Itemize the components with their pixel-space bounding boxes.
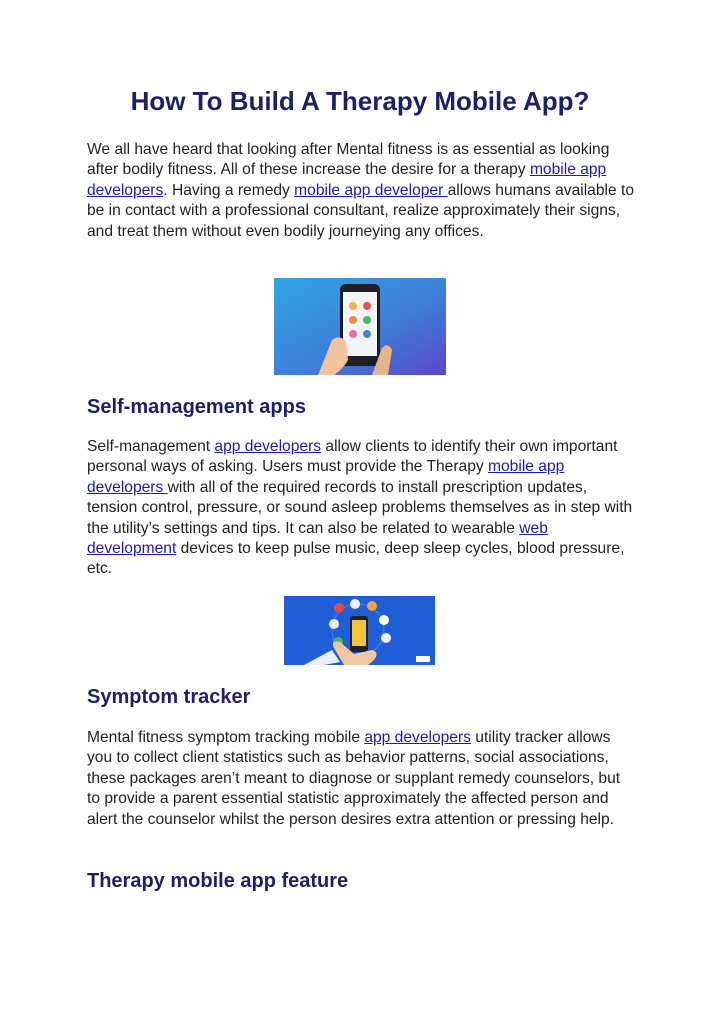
- section-heading-therapy-feature: Therapy mobile app feature: [87, 870, 349, 892]
- phone-hand-image: [274, 278, 446, 375]
- app-icons-image: [284, 596, 435, 665]
- page-title: How To Build A Therapy Mobile App?: [130, 86, 590, 116]
- s1-text-2: allow clients to identify their own important personal ways of asking. Users must provide the Therapy: [87, 438, 618, 476]
- symptom-tracker-paragraph: [87, 728, 637, 830]
- s2-text-1: Mental fitness symptom tracking mobile: [87, 729, 365, 746]
- link-app-developers[interactable]: app developers: [214, 438, 322, 455]
- link-mobile-app-developer[interactable]: mobile app developer: [294, 181, 448, 199]
- intro-text-2: . Having a remedy: [163, 181, 295, 199]
- section-heading-symptom-tracker: Symptom tracker: [87, 686, 251, 708]
- s2-text-2: utility tracker allows you to collect client statistics such as behavior patterns, social associations, these packages aren’t meant to diagnose or supplant remedy counselors, but to provide a parent essential statistic approximately the affected person and alert the counselor whilst the person desires extra attention or pressing help.: [87, 729, 621, 828]
- phone-illustration: [274, 278, 446, 375]
- intro-text-3: allows humans available to be in contact with a professional consultant, realize approximately their signs, and treat them without even bodily journeying any offices.: [87, 181, 634, 240]
- intro-text-1: We all have heard that looking after Mental fitness is as essential as looking after bodily fitness. All of these increase the desire for a therapy: [87, 141, 610, 179]
- intro-paragraph: [87, 140, 637, 242]
- app-icons-illustration: [284, 596, 435, 665]
- s1-text-1: Self-management: [87, 438, 215, 455]
- self-management-paragraph: [87, 437, 637, 580]
- link-app-developers-2[interactable]: app developers: [364, 729, 471, 746]
- s1-text-4: devices to keep pulse music, deep sleep cycles, blood pressure, etc.: [87, 540, 625, 578]
- link-mobile-app-developers[interactable]: mobile app developers: [87, 161, 607, 199]
- section-heading-self-management: Self-management apps: [87, 396, 306, 418]
- link-mobile-app-developers-2[interactable]: mobile app developers: [87, 458, 565, 496]
- s1-text-3: with all of the required records to install prescription updates, tension control, pressure, or sound asleep problems themselves as in step with the utility’s settings and tips. It can also be related to wearable: [87, 478, 633, 537]
- link-web-development[interactable]: web development: [87, 519, 548, 558]
